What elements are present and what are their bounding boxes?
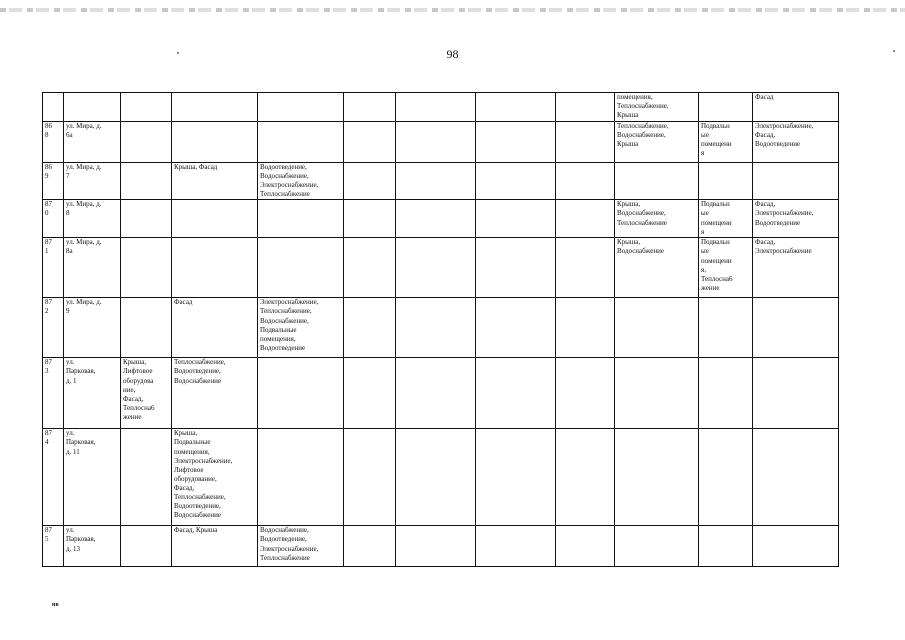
cell-col-7 (396, 200, 476, 238)
cell-col-3 (121, 526, 172, 567)
cell-col-10 (615, 163, 699, 200)
cell-col-8 (476, 429, 556, 526)
cell-col-6 (344, 122, 396, 163)
cell-col-12 (753, 358, 839, 429)
cell-address (64, 93, 121, 122)
cell-col-4 (172, 122, 258, 163)
cell-col-3 (121, 93, 172, 122)
cell-col-8 (476, 93, 556, 122)
table-row (43, 238, 839, 298)
cell-col-4: Крыша, Фасад (172, 163, 258, 200)
cell-col-11: Подвальн ые помещени я (699, 122, 753, 163)
cell-col-5 (258, 429, 344, 526)
cell-address: ул. Мира, д. 8а (64, 238, 121, 298)
cell-col-5 (258, 358, 344, 429)
table-row (43, 200, 839, 238)
table-row (43, 122, 839, 163)
cell-address: ул. Парковая, д. 11 (64, 429, 121, 526)
cell-col-6 (344, 163, 396, 200)
cell-col-6 (344, 93, 396, 122)
cell-col-5: Водоснабжение, Водоотведение, Электроснабжение, Теплоснабжение (258, 526, 344, 567)
cell-col-10: Крыша, Водоснабжение, Теплоснабжение (615, 200, 699, 238)
cell-col-6 (344, 429, 396, 526)
cell-col-8 (476, 200, 556, 238)
cell-col-12 (753, 298, 839, 358)
page-number: 98 (446, 47, 459, 61)
cell-col-11 (699, 93, 753, 122)
cell-col-4: Фасад, Крыша (172, 526, 258, 567)
table-row (43, 93, 839, 122)
cell-number: 87 0 (43, 200, 64, 238)
cell-col-5: Электроснабжение, Теплоснабжение, Водоснабжение, Подвальные помещения, Водоотведение (258, 298, 344, 358)
cell-address: ул. Мира, д. 8 (64, 200, 121, 238)
cell-number: 87 1 (43, 238, 64, 298)
cell-col-7 (396, 298, 476, 358)
table-body (43, 93, 839, 567)
cell-address: ул. Мира, д. 7 (64, 163, 121, 200)
table-row (43, 526, 839, 567)
cell-col-10 (615, 298, 699, 358)
cell-col-9 (556, 298, 615, 358)
cell-col-6 (344, 200, 396, 238)
table-row (43, 429, 839, 526)
footer-mark: нв (52, 602, 59, 608)
cell-col-9 (556, 429, 615, 526)
cell-col-9 (556, 163, 615, 200)
cell-col-4: Крыша, Подвальные помещения, Электроснабжение, Лифтовое оборудование, Фасад, Теплоснабжение, Водоотведение, Водоснабжение (172, 429, 258, 526)
cell-col-9 (556, 526, 615, 567)
cell-col-11 (699, 526, 753, 567)
cell-col-7 (396, 429, 476, 526)
cell-number: 86 8 (43, 122, 64, 163)
cell-col-6 (344, 358, 396, 429)
cell-number: 87 5 (43, 526, 64, 567)
cell-col-4: Фасад (172, 298, 258, 358)
cell-col-9 (556, 200, 615, 238)
cell-col-4 (172, 200, 258, 238)
cell-col-3 (121, 122, 172, 163)
cell-col-6 (344, 526, 396, 567)
cell-number: 87 2 (43, 298, 64, 358)
cell-address: ул. Парковая, д. 1 (64, 358, 121, 429)
cell-col-3 (121, 238, 172, 298)
cell-col-5 (258, 93, 344, 122)
table-row (43, 163, 839, 200)
cell-col-8 (476, 298, 556, 358)
cell-col-6 (344, 238, 396, 298)
scan-artifact-line (0, 8, 905, 12)
cell-col-7 (396, 526, 476, 567)
cell-col-12: Фасад (753, 93, 839, 122)
cell-col-12 (753, 526, 839, 567)
cell-col-11 (699, 429, 753, 526)
cell-number (43, 93, 64, 122)
cell-col-11: Подвальн ые помещени я, Теплосна6 жение (699, 238, 753, 298)
cell-col-12: Электроснабжение, Фасад, Водоотведение (753, 122, 839, 163)
cell-col-12 (753, 163, 839, 200)
cell-col-8 (476, 526, 556, 567)
cell-col-12: Фасад, Электроснабжение, Водоотведение (753, 200, 839, 238)
cell-col-8 (476, 163, 556, 200)
cell-col-9 (556, 122, 615, 163)
cell-col-11 (699, 358, 753, 429)
cell-col-8 (476, 238, 556, 298)
cell-col-3 (121, 200, 172, 238)
cell-col-9 (556, 238, 615, 298)
cell-col-5: Водоотведение, Водоснабжение, Электроснабжение, Теплоснабжение (258, 163, 344, 200)
cell-col-8 (476, 122, 556, 163)
cell-col-12: Фасад, Электроснабжение (753, 238, 839, 298)
cell-col-11 (699, 298, 753, 358)
cell-col-4 (172, 238, 258, 298)
cell-col-10 (615, 358, 699, 429)
cell-col-3 (121, 298, 172, 358)
cell-col-5 (258, 238, 344, 298)
cell-col-10 (615, 526, 699, 567)
cell-col-10: Крыша, Водоснабжение (615, 238, 699, 298)
cell-col-4 (172, 93, 258, 122)
cell-col-7 (396, 238, 476, 298)
cell-col-8 (476, 358, 556, 429)
cell-number: 87 3 (43, 358, 64, 429)
cell-col-10: Теплоснабжение, Водоснабжение, Крыша (615, 122, 699, 163)
cell-address: ул. Мира, д. 6а (64, 122, 121, 163)
cell-col-3 (121, 163, 172, 200)
cell-col-5 (258, 200, 344, 238)
cell-number: 86 9 (43, 163, 64, 200)
cell-col-7 (396, 93, 476, 122)
cell-col-5 (258, 122, 344, 163)
cell-col-9 (556, 93, 615, 122)
cell-col-12 (753, 429, 839, 526)
cell-col-10 (615, 429, 699, 526)
cell-col-3 (121, 429, 172, 526)
repair-works-table (42, 92, 839, 567)
cell-col-9 (556, 358, 615, 429)
cell-col-7 (396, 358, 476, 429)
cell-col-4: Теплоснабжение, Водоотведение, Водоснабжение (172, 358, 258, 429)
cell-col-11 (699, 163, 753, 200)
cell-col-3: Крыша, Лифтовое оборудова ние, Фасад, Теплосна6 жение (121, 358, 172, 429)
cell-col-6 (344, 298, 396, 358)
cell-col-10: помещения, Теплоснабжение, Крыша (615, 93, 699, 122)
table-row (43, 298, 839, 358)
cell-address: ул. Парковая, д. 13 (64, 526, 121, 567)
cell-col-7 (396, 163, 476, 200)
table-row (43, 358, 839, 429)
cell-col-7 (396, 122, 476, 163)
cell-address: ул. Мира, д. 9 (64, 298, 121, 358)
cell-col-11: Подвальн ые помещени я (699, 200, 753, 238)
cell-number: 87 4 (43, 429, 64, 526)
